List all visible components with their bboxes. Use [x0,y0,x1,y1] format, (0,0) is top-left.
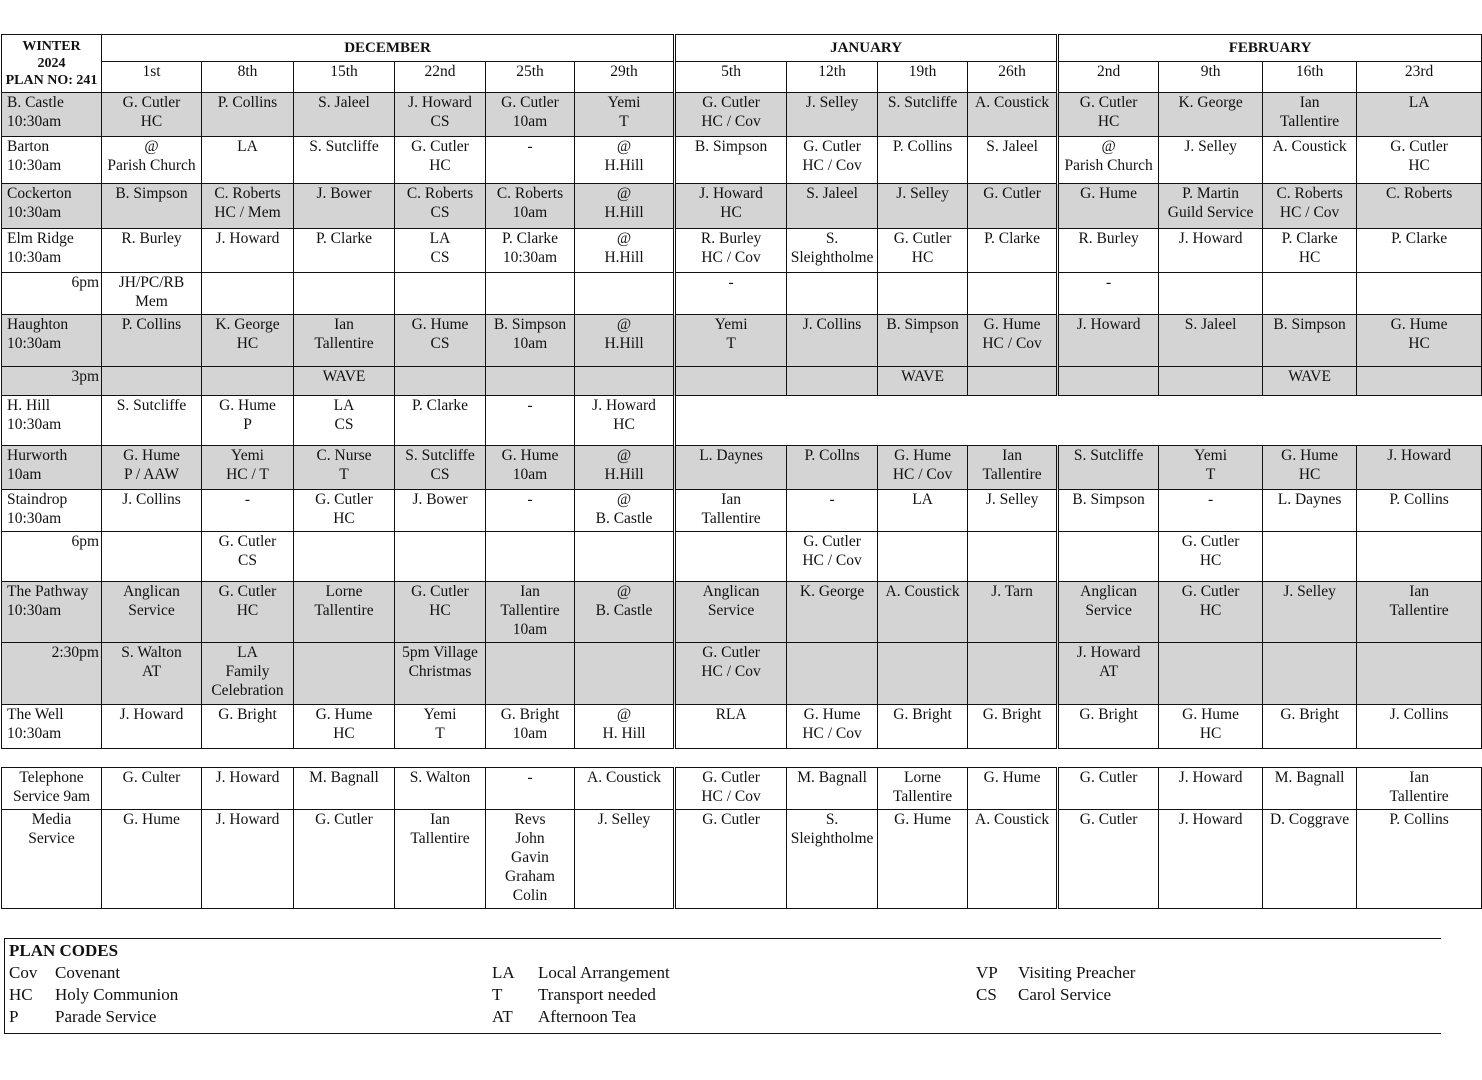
preacher-cell: S. Sutcliffe [294,137,395,184]
date-header: 5th [675,62,787,93]
preacher-cell: G. Cutler [1058,810,1159,909]
preacher-cell: S. Jaleel [294,93,395,137]
church-label: The Well 10:30am [2,705,102,749]
plan-code-entry [976,985,1111,1005]
preacher-cell: J. Howard [202,768,294,810]
service-row [2,184,1482,229]
preacher-cell [1357,367,1482,396]
preacher-cell: J. Collins [1357,705,1482,749]
preacher-cell: J. Howard CS [395,93,486,137]
preacher-cell: G. Bright [202,705,294,749]
plan-code-entry [9,1007,156,1027]
preacher-cell: G. Hume HC / Cov [968,315,1058,367]
preacher-cell [787,643,878,705]
date-header: 22nd [395,62,486,93]
church-label: Elm Ridge 10:30am [2,229,102,273]
preacher-cell: LA [878,490,968,532]
preacher-cell: @ H.Hill [575,184,675,229]
preacher-cell: G. Cutler HC / Cov [787,137,878,184]
preacher-cell: @ B. Castle [575,490,675,532]
preacher-cell [968,367,1058,396]
preacher-cell [294,532,395,582]
plan-code-meaning: Visiting Preacher [1018,963,1136,982]
preacher-cell: A. Coustick [575,768,675,810]
preacher-cell: B. Simpson [102,184,202,229]
service-row [2,93,1482,137]
preacher-cell: J. Howard [1159,810,1263,909]
date-header: 16th [1263,62,1357,93]
preacher-cell: G. Cutler HC [395,582,486,643]
preacher-cell: Yemi HC / T [202,446,294,490]
plan-code-abbr: VP [976,963,998,982]
preacher-cell: M. Bagnall [787,768,878,810]
preacher-cell: K. George [1159,93,1263,137]
preacher-cell: P. Clarke HC [1263,229,1357,273]
preacher-cell: P. Collins [878,137,968,184]
preacher-cell: @ B. Castle [575,582,675,643]
preacher-cell [1263,643,1357,705]
date-header: 9th [1159,62,1263,93]
preacher-cell: Yemi T [575,93,675,137]
preacher-cell: P. Collins [1357,810,1482,909]
preacher-cell [486,643,575,705]
preacher-cell: - [486,396,575,446]
preacher-cell: G. Hume [968,768,1058,810]
service-row [2,273,1482,315]
preacher-cell: WAVE [1263,367,1357,396]
preacher-cell: J. Tarn [968,582,1058,643]
plan-table [1,34,1482,909]
preacher-cell [1159,643,1263,705]
preacher-cell [102,532,202,582]
preacher-cell: WAVE [294,367,395,396]
church-label: H. Hill 10:30am [2,396,102,446]
preacher-cell [787,367,878,396]
preacher-cell: J. Howard [1058,315,1159,367]
month-header: DECEMBER [102,35,675,62]
preacher-cell: G. Cutler HC [1357,137,1482,184]
preacher-cell [486,367,575,396]
preacher-cell: P. Martin Guild Service [1159,184,1263,229]
preacher-cell [395,532,486,582]
date-header: 12th [787,62,878,93]
church-label: B. Castle 10:30am [2,93,102,137]
service-row [2,367,1482,396]
church-label: Media Service [2,810,102,909]
preacher-cell: P. Collns [787,446,878,490]
preacher-cell: S. Sutcliffe CS [395,446,486,490]
preacher-cell: Ian Tallentire [1263,93,1357,137]
spacer-cell [2,749,1482,768]
preacher-cell [575,273,675,315]
preacher-cell: S. Sleightholme [787,810,878,909]
preacher-cell: LA Family Celebration [202,643,294,705]
preacher-cell: G. Hume P / AAW [102,446,202,490]
preacher-cell: G. Culter [102,768,202,810]
preacher-cell: LA CS [395,229,486,273]
preacher-cell: @ H.Hill [575,229,675,273]
preacher-cell: C. Nurse T [294,446,395,490]
preacher-cell: 5pm Village Christmas [395,643,486,705]
preacher-cell: C. Roberts CS [395,184,486,229]
preacher-cell: J. Howard HC [675,184,787,229]
preacher-cell: Ian Tallentire [968,446,1058,490]
plan-code-entry [976,963,1135,983]
preacher-cell [878,273,968,315]
preacher-cell: - [1058,273,1159,315]
preacher-cell: - [675,273,787,315]
preacher-cell [1263,273,1357,315]
preacher-cell: J. Bower [395,490,486,532]
preacher-cell: S. Sutcliffe [878,93,968,137]
preacher-cell: B. Simpson [1263,315,1357,367]
plan-code-abbr: T [492,985,503,1004]
preacher-cell: Anglican Service [1058,582,1159,643]
plan-code-abbr: CS [976,985,997,1004]
plan-code-abbr: LA [492,963,515,982]
preacher-cell: G. Hume [102,810,202,909]
preacher-cell: G. Hume HC [1159,705,1263,749]
preacher-cell: D. Coggrave [1263,810,1357,909]
service-row [2,446,1482,490]
preacher-cell: S. Walton [395,768,486,810]
plan-code-abbr: P [9,1007,19,1026]
preacher-cell: S. Sutcliffe [102,396,202,446]
church-label: The Pathway 10:30am [2,582,102,643]
preacher-cell: Ian Tallentire [395,810,486,909]
service-row [2,229,1482,273]
preacher-cell: Ian Tallentire [675,490,787,532]
preacher-cell: @ H.Hill [575,315,675,367]
preacher-cell: JH/PC/RB Mem [102,273,202,315]
preacher-cell: G. Cutler HC / Cov [675,768,787,810]
plan-title: WINTER 2024 PLAN NO: 241 [2,35,102,93]
preacher-cell: G. Cutler HC [1159,582,1263,643]
preacher-cell [1159,273,1263,315]
preacher-cell: L. Daynes [1263,490,1357,532]
preacher-cell: P. Clarke [395,396,486,446]
plan-code-meaning: Carol Service [1018,985,1111,1004]
preacher-cell [1058,532,1159,582]
preacher-cell: G. Cutler [675,810,787,909]
preacher-cell [202,367,294,396]
preacher-cell [968,532,1058,582]
preacher-cell: G. Cutler HC / Cov [675,93,787,137]
spacer-row [2,749,1482,768]
preacher-cell: Ian Tallentire 10am [486,582,575,643]
preacher-cell: B. Simpson 10am [486,315,575,367]
preacher-cell: C. Roberts HC / Cov [1263,184,1357,229]
preacher-cell: B. Simpson [878,315,968,367]
church-label: 3pm [2,367,102,396]
preacher-cell: A. Coustick [968,810,1058,909]
preacher-cell [294,273,395,315]
preacher-cell: J. Selley [787,93,878,137]
service-row [2,582,1482,643]
preacher-cell [575,532,675,582]
date-header: 2nd [1058,62,1159,93]
preacher-cell: G. Hume HC [1357,315,1482,367]
preacher-cell: K. George HC [202,315,294,367]
preacher-cell: C. Roberts HC / Mem [202,184,294,229]
preacher-cell: LA CS [294,396,395,446]
preacher-cell: @ H. Hill [575,705,675,749]
service-row [2,768,1482,810]
closed-period-cell [675,396,1482,446]
preacher-cell: G. Hume P [202,396,294,446]
preacher-cell: G. Bright [1058,705,1159,749]
preacher-cell: J. Howard [202,229,294,273]
preacher-cell: G. Cutler HC [395,137,486,184]
date-header: 19th [878,62,968,93]
preacher-cell: K. George [787,582,878,643]
date-header: 15th [294,62,395,93]
church-label: Barton 10:30am [2,137,102,184]
preacher-cell: J. Howard [1159,229,1263,273]
plan-code-abbr: AT [492,1007,513,1026]
preacher-cell: @ H.Hill [575,446,675,490]
preacher-cell: G. Bright [1263,705,1357,749]
preacher-cell [1058,367,1159,396]
preacher-cell: Ian Tallentire [1357,582,1482,643]
preacher-cell: G. Cutler HC [1058,93,1159,137]
church-label: Cockerton 10:30am [2,184,102,229]
preacher-cell: J. Selley [1159,137,1263,184]
preacher-cell: G. Hume [1058,184,1159,229]
preacher-cell: Lorne Tallentire [294,582,395,643]
preacher-cell: J. Selley [575,810,675,909]
plan-code-abbr: HC [9,985,33,1004]
preacher-cell [575,367,675,396]
preacher-cell: G. Cutler HC [202,582,294,643]
preacher-cell [675,532,787,582]
preacher-cell [968,273,1058,315]
preacher-cell: G. Hume HC [1263,446,1357,490]
preacher-cell: J. Howard [202,810,294,909]
preacher-cell: G. Hume HC / Cov [878,446,968,490]
preacher-cell [395,273,486,315]
preacher-cell: C. Roberts 10am [486,184,575,229]
preacher-cell: Lorne Tallentire [878,768,968,810]
plan-code-meaning: Transport needed [538,985,656,1004]
service-row [2,532,1482,582]
preacher-cell: A. Coustick [1263,137,1357,184]
preacher-cell: @ H.Hill [575,137,675,184]
service-row [2,315,1482,367]
church-label: Haughton 10:30am [2,315,102,367]
church-label: Telephone Service 9am [2,768,102,810]
preacher-cell: Revs John Gavin Graham Colin [486,810,575,909]
preacher-cell: G. Cutler 10am [486,93,575,137]
preacher-cell: S. Sutcliffe [1058,446,1159,490]
preacher-cell [675,367,787,396]
preacher-cell [486,273,575,315]
plan-code-entry [492,985,656,1005]
preacher-cell: M. Bagnall [294,768,395,810]
preacher-cell: Yemi T [395,705,486,749]
preacher-cell: RLA [675,705,787,749]
date-header: 26th [968,62,1058,93]
month-header: FEBRUARY [1058,35,1482,62]
preacher-cell: G. Cutler HC [102,93,202,137]
plan-code-abbr: Cov [9,963,38,982]
service-row [2,137,1482,184]
date-header: 25th [486,62,575,93]
preacher-cell [1357,643,1482,705]
plan-code-meaning: Local Arrangement [538,963,670,982]
preacher-cell [1159,367,1263,396]
preacher-cell [787,273,878,315]
preacher-cell: G. Hume HC [294,705,395,749]
preacher-cell: Yemi T [675,315,787,367]
preacher-cell [575,643,675,705]
date-header: 1st [102,62,202,93]
preacher-cell: B. Simpson [675,137,787,184]
preacher-cell [968,643,1058,705]
plan-code-meaning: Parade Service [55,1007,157,1026]
preacher-cell: G. Cutler [294,810,395,909]
preacher-cell: Anglican Service [675,582,787,643]
preacher-cell: S. Walton AT [102,643,202,705]
preacher-cell: S. Jaleel [968,137,1058,184]
preacher-cell [486,532,575,582]
preacher-cell: G. Cutler CS [202,532,294,582]
preacher-cell: - [486,490,575,532]
service-row [2,396,1482,446]
preacher-cell: WAVE [878,367,968,396]
plan-codes [4,938,1441,1034]
month-header: JANUARY [675,35,1058,62]
church-label: 6pm [2,273,102,315]
preacher-cell: B. Simpson [1058,490,1159,532]
preacher-cell: J. Selley [968,490,1058,532]
preacher-cell: R. Burley [1058,229,1159,273]
preacher-cell: G. Bright [878,705,968,749]
preacher-cell: A. Coustick [878,582,968,643]
plan-codes-title: PLAN CODES [9,941,119,960]
preacher-cell: LA [202,137,294,184]
preacher-cell [294,643,395,705]
preacher-cell: J. Howard AT [1058,643,1159,705]
preacher-cell: M. Bagnall [1263,768,1357,810]
preacher-cell: P. Clarke [1357,229,1482,273]
church-label: Staindrop 10:30am [2,490,102,532]
plan-code-entry [9,985,178,1005]
date-header: 23rd [1357,62,1482,93]
preacher-cell: C. Roberts [1357,184,1482,229]
preacher-cell: S. Jaleel [787,184,878,229]
preacher-cell: G. Cutler HC [1159,532,1263,582]
preacher-cell: - [787,490,878,532]
preacher-cell: R. Burley HC / Cov [675,229,787,273]
preacher-cell: LA [1357,93,1482,137]
church-label: 6pm [2,532,102,582]
preacher-cell: G. Bright 10am [486,705,575,749]
preacher-cell: G. Hume 10am [486,446,575,490]
preacher-cell: G. Cutler HC / Cov [787,532,878,582]
church-label: 2:30pm [2,643,102,705]
preacher-cell: G. Cutler HC [294,490,395,532]
preacher-cell: J. Bower [294,184,395,229]
preacher-cell: P. Collins [1357,490,1482,532]
preacher-cell: J. Selley [1263,582,1357,643]
preacher-cell: J. Howard [1159,768,1263,810]
preacher-cell: G. Cutler [1058,768,1159,810]
preacher-cell: J. Howard [102,705,202,749]
preacher-cell: Ian Tallentire [294,315,395,367]
preacher-cell: J. Howard HC [575,396,675,446]
preacher-cell [878,643,968,705]
preacher-cell: S. Jaleel [1159,315,1263,367]
preaching-plan [1,34,1453,909]
preacher-cell: P. Clarke 10:30am [486,229,575,273]
preacher-cell: G. Hume CS [395,315,486,367]
preacher-cell: J. Collins [102,490,202,532]
preacher-cell: P. Clarke [968,229,1058,273]
preacher-cell: @ Parish Church [102,137,202,184]
preacher-cell [1357,532,1482,582]
preacher-cell: A. Coustick [968,93,1058,137]
preacher-cell: - [1159,490,1263,532]
preacher-cell: @ Parish Church [1058,137,1159,184]
preacher-cell: L. Daynes [675,446,787,490]
preacher-cell: P. Clarke [294,229,395,273]
preacher-cell [395,367,486,396]
preacher-cell: G. Hume [878,810,968,909]
date-header: 8th [202,62,294,93]
preacher-cell [1357,273,1482,315]
plan-code-meaning: Covenant [55,963,121,982]
plan-code-meaning: Afternoon Tea [538,1007,637,1026]
preacher-cell: Yemi T [1159,446,1263,490]
preacher-cell [1263,532,1357,582]
preacher-cell: P. Collins [102,315,202,367]
preacher-cell: R. Burley [102,229,202,273]
preacher-cell: G. Cutler [968,184,1058,229]
date-header: 29th [575,62,675,93]
plan-code-entry [9,963,120,983]
service-row [2,810,1482,909]
preacher-cell: J. Howard [1357,446,1482,490]
preacher-cell: Ian Tallentire [1357,768,1482,810]
preacher-cell [202,273,294,315]
preacher-cell: S. Sleightholme [787,229,878,273]
preacher-cell: - [202,490,294,532]
preacher-cell: P. Collins [202,93,294,137]
preacher-cell: - [486,768,575,810]
service-row [2,643,1482,705]
church-label: Hurworth 10am [2,446,102,490]
plan-code-entry [492,1007,636,1027]
plan-code-entry [492,963,670,983]
preacher-cell: G. Cutler HC [878,229,968,273]
plan-code-meaning: Holy Communion [55,985,179,1004]
preacher-cell: J. Collins [787,315,878,367]
preacher-cell: G. Cutler HC / Cov [675,643,787,705]
preacher-cell [102,367,202,396]
service-row [2,490,1482,532]
preacher-cell: - [486,137,575,184]
preacher-cell: J. Selley [878,184,968,229]
service-row [2,705,1482,749]
preacher-cell [878,532,968,582]
preacher-cell: G. Hume HC / Cov [787,705,878,749]
preacher-cell: G. Bright [968,705,1058,749]
preacher-cell: Anglican Service [102,582,202,643]
